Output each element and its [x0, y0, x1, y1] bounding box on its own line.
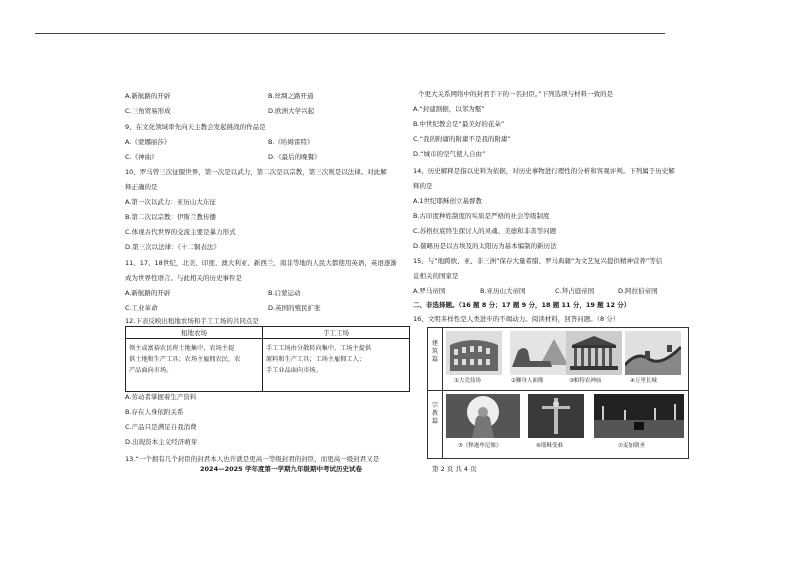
caption-mecca-pilgrimage: ⑦麦加朝圣 — [618, 443, 645, 449]
table-cell-workshop — [266, 343, 407, 376]
table-cell-workshop-line: 原料和生产工具；工场主雇佣工人； — [266, 356, 365, 363]
sphinx-image — [510, 331, 566, 375]
q11-option-d: D.英国的殖民扩张 — [268, 304, 321, 312]
q12-option-a: A.劳动者掌握着生产资料 — [125, 393, 197, 401]
q12-table — [125, 326, 410, 392]
caption-great-wall: ④万里长城 — [630, 378, 657, 384]
q11-option-a: A.新航路的开辟 — [125, 289, 171, 297]
q14-stem-line2: 释的是 — [413, 182, 433, 190]
right-page-footer: 第 2 页 共 4 页 — [432, 465, 477, 473]
q13-option-a: A.“封建割据，以邻为壑” — [413, 105, 485, 113]
q14-option-b: B.古印度种姓制度的实质是严格的社会等级制度 — [413, 212, 550, 220]
caption-colosseum: ①大竞技场 — [454, 378, 481, 384]
q16-stem: 16、文明多样性是人类进步的不竭动力。阅读材料，回答问题。（8 分） — [413, 315, 620, 323]
row-divider — [428, 390, 688, 391]
caption-parthenon: ③帕特农神庙 — [569, 378, 602, 384]
q10-stem-line1: 10、罗马曾三次征服世界，第一次是以武力，第二次是以宗教，第三次则是以法律。对此解 — [125, 168, 387, 176]
top-rule — [35, 33, 665, 34]
q8-option-a: A.新航路的开辟 — [125, 92, 171, 100]
q12-stem: 12.下表反映出租地农场和手工工场的共同点是 — [125, 317, 259, 325]
q8-option-d: D.欧洲大学兴起 — [268, 107, 315, 115]
q8-option-c: C.三角贸易形成 — [125, 107, 171, 115]
colosseum-image — [446, 331, 502, 375]
table-cell-farm-line: 领主或富裕农民将土地集中，农场主提 — [129, 345, 235, 352]
q10-option-b: B.第二次以宗教：伊斯兰教传播 — [125, 213, 217, 221]
left-page-footer: 2024—2025 学年度第一学期九年级期中考试历史试卷 — [200, 465, 362, 473]
q12-option-c: C.产品只是满足自我消费 — [125, 423, 197, 431]
q13-option-d: D.“城市的空气使人自由” — [413, 150, 486, 158]
table-cell-workshop-line: 手工工场由分散转向集中，工场主提供 — [266, 345, 372, 352]
q10-option-c: C.体现古代世界的交流主要是暴力形式 — [125, 228, 236, 236]
table-cell-farm — [129, 343, 261, 376]
q14-option-a: A.1世纪耶稣创立基督教 — [413, 197, 483, 205]
q15-stem-line1: 15、与“地跨欧、亚、非三洲”保存大量希腊、罗马典籍“为文艺复兴提供精神营养”等信 — [413, 257, 663, 265]
category-architecture: 建筑篇 — [431, 340, 438, 363]
q16-image-panel — [427, 327, 689, 459]
q11-option-c: C.工业革命 — [125, 304, 158, 312]
table-cell-workshop-line: 手工业品面向市场。 — [266, 367, 322, 374]
q10-option-a: A.第一次以武力：亚历山大东征 — [125, 198, 216, 206]
category-religion: 宗教篇 — [431, 402, 438, 425]
q15-option-a: A.罗马帝国 — [413, 287, 446, 295]
q9-option-d: D.《最后的晚餐》 — [268, 153, 321, 161]
great-wall-image — [625, 331, 681, 375]
q14-option-c: C.苏格拉底终生探讨人的灵魂、美德和非善等问题 — [413, 227, 557, 235]
q13-option-b: B.中世纪教会是“最美好的花朵” — [413, 120, 505, 128]
parthenon-image — [566, 331, 622, 375]
q9-option-a: A.《蒙娜丽莎》 — [125, 138, 171, 146]
q14-stem-line1: 14、历史解释是指以史料为依据，对历史事物进行理性的分析和客观评判。下列属于历史解 — [413, 167, 675, 175]
q11-stem-line1: 11、17、18世纪，北美、印度、澳大利亚、新西兰、南非等地的人民大都使用英语，英语逐渐 — [125, 259, 397, 267]
q11-option-b: B.启蒙运动 — [268, 289, 301, 297]
table-cell-farm-line: 供土地和生产工具；农场主雇佣农民，农 — [129, 356, 241, 363]
q9-option-b: B.《哈姆雷特》 — [268, 138, 314, 146]
q13-option-c: C.“我的附庸的附庸不是我的附庸” — [413, 135, 511, 143]
table-header-rule — [126, 338, 409, 339]
q8-option-b: B.丝绸之路开通 — [268, 92, 314, 100]
table-header-workshop: 手工工场 — [323, 329, 349, 337]
q9-stem: 9、在文化领域率先向天主教会发起挑战的作品是 — [125, 123, 266, 131]
q13-stem-cont: 个更大关系网络中的封君手下的一名封臣。”下列选项与材料一致的是 — [418, 90, 614, 98]
q15-option-c: C.拜占庭帝国 — [555, 287, 595, 295]
q11-stem-line2: 成为世界性语言。与此相关的历史事件是 — [125, 274, 242, 282]
q10-option-d: D.第三次以法律：《十二铜表法》 — [125, 243, 220, 251]
section-2-heading: 二、非选择题。（16 题 8 分；17 题 9 分，18 题 11 分，19 题 12 分） — [413, 301, 631, 309]
q10-stem-line2: 释正确的是 — [125, 183, 158, 191]
table-header-farm: 租地农场 — [181, 329, 207, 337]
caption-buddha: ⑤《释迦牟尼像》 — [458, 443, 502, 449]
caption-sphinx: ②狮身人面像 — [511, 378, 544, 384]
table-cell-farm-line: 产品面向市场。 — [129, 367, 173, 374]
crucifixion-image — [528, 394, 584, 438]
category-divider — [442, 328, 443, 458]
mecca-pilgrimage-image — [594, 394, 684, 438]
q13-stem: 13.“一个拥有几个封臣的封君本人也许就是更高一等级封君的封臣，而更高一级封君又是 — [125, 455, 380, 463]
q14-option-d: D.儒略历是以古埃及的太阳历为基本编制的新历法 — [413, 242, 557, 250]
caption-crucifixion: ⑥耶稣受难 — [536, 443, 563, 449]
q9-option-c: C.《神曲》 — [125, 153, 158, 161]
q15-stem-line2: 息相关的国家是 — [413, 272, 459, 280]
q15-option-b: B.亚历山大帝国 — [480, 287, 526, 295]
q15-option-d: D.阿拉伯帝国 — [618, 287, 658, 295]
q12-option-b: B.存在人身依附关系 — [125, 408, 184, 416]
buddha-image — [446, 394, 520, 438]
q12-option-d: D.出现资本主义经济萌芽 — [125, 438, 198, 446]
